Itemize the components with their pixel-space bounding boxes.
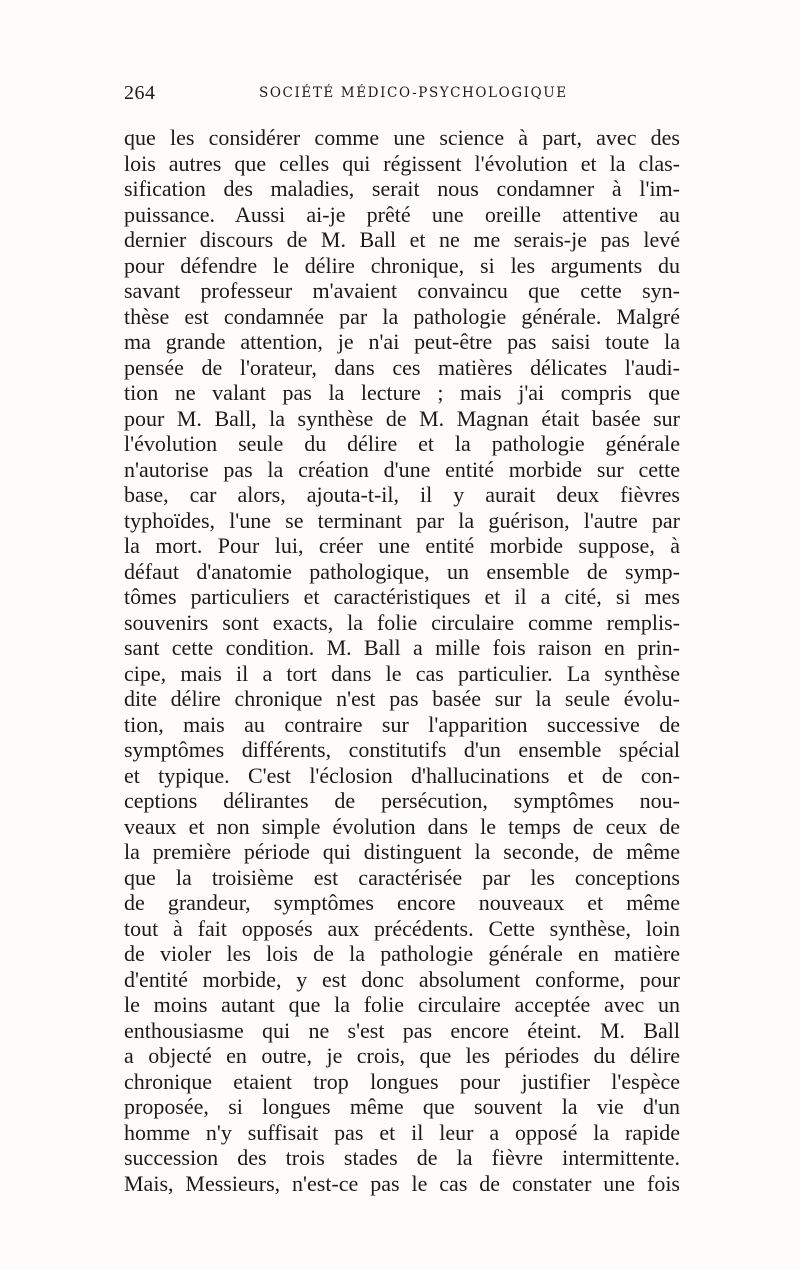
- text-line: de violer les lois de la pathologie générale en matière: [124, 941, 680, 966]
- text-line: symptômes différents, constitutifs d'un ensemble spécial: [124, 737, 680, 762]
- text-line: que les considérer comme une science à part, avec des: [124, 125, 680, 150]
- text-line: proposée, si longues même que souvent la vie d'un: [124, 1094, 680, 1119]
- running-head: [124, 82, 680, 112]
- text-line: que la troisième est caractérisée par les conceptions: [124, 864, 680, 890]
- text-line: savant professeur m'avaient convaincu que cette syn-: [124, 278, 680, 303]
- page-number: 264: [124, 82, 156, 104]
- text-line: n'autorise pas la création d'une entité morbide sur cette: [124, 456, 680, 482]
- text-line: ceptions délirantes de persécution, symptômes nou-: [124, 788, 680, 813]
- text-line: sant cette condition. M. Ball a mille fois raison en prin-: [124, 635, 680, 660]
- body-text: [124, 125, 680, 1196]
- text-line: veaux et non simple évolution dans le temps de ceux de: [124, 813, 680, 839]
- text-line: tion, mais au contraire sur l'apparition successive de: [124, 711, 680, 737]
- text-line: sification des maladies, serait nous condamner à l'im-: [124, 176, 680, 201]
- text-line: dite délire chronique n'est pas basée sur la seule évolu-: [124, 686, 680, 711]
- text-line: dernier discours de M. Ball et ne me serais-je pas levé: [124, 227, 680, 252]
- text-line: homme n'y suffisait pas et il leur a opposé la rapide: [124, 1119, 680, 1145]
- text-line: chronique etaient trop longues pour justifier l'espèce: [124, 1068, 680, 1094]
- text-line: l'évolution seule du délire et la pathologie générale: [124, 431, 680, 456]
- text-line: d'entité morbide, y est donc absolument conforme, pour: [124, 966, 680, 992]
- text-line: a objecté en outre, je crois, que les périodes du délire: [124, 1043, 680, 1068]
- text-line: la première période qui distinguent la seconde, de même: [124, 839, 680, 864]
- text-line: cipe, mais il a tort dans le cas particulier. La synthèse: [124, 660, 680, 686]
- text-line: pour M. Ball, la synthèse de M. Magnan était basée sur: [124, 405, 680, 431]
- text-line: tout à fait opposés aux précédents. Cette synthèse, loin: [124, 915, 680, 941]
- text-line: enthousiasme qui ne s'est pas encore éteint. M. Ball: [124, 1017, 680, 1043]
- text-line: et typique. C'est l'éclosion d'hallucinations et de con-: [124, 762, 680, 788]
- text-line: ma grande attention, je n'ai peut-être pas saisi toute la: [124, 329, 680, 354]
- text-line: le moins autant que la folie circulaire acceptée avec un: [124, 992, 680, 1017]
- text-line: tion ne valant pas la lecture ; mais j'ai compris que: [124, 380, 680, 405]
- text-line: de grandeur, symptômes encore nouveaux et même: [124, 890, 680, 915]
- text-line: succession des trois stades de la fièvre intermittente.: [124, 1145, 680, 1170]
- text-line: défaut d'anatomie pathologique, un ensemble de symp-: [124, 558, 680, 584]
- text-line: souvenirs sont exacts, la folie circulaire comme remplis-: [124, 609, 680, 635]
- text-line: la mort. Pour lui, créer une entité morbide suppose, à: [124, 533, 680, 558]
- text-line: pensée de l'orateur, dans ces matières délicates l'audi-: [124, 354, 680, 380]
- text-line: lois autres que celles qui régissent l'évolution et la clas-: [124, 150, 680, 176]
- text-line: pour défendre le délire chronique, si les arguments du: [124, 252, 680, 278]
- text-line: tômes particuliers et caractéristiques et il a cité, si mes: [124, 584, 680, 609]
- text-line: Mais, Messieurs, n'est-ce pas le cas de constater une fois: [124, 1170, 680, 1196]
- journal-title: SOCIÉTÉ MÉDICO-PSYCHOLOGIQUE: [259, 85, 568, 101]
- text-line: base, car alors, ajouta-t-il, il y aurait deux fièvres: [124, 482, 680, 507]
- text-line: typhoïdes, l'une se terminant par la guérison, l'autre par: [124, 507, 680, 533]
- text-line: puissance. Aussi ai-je prêté une oreille attentive au: [124, 201, 680, 227]
- text-line: thèse est condamnée par la pathologie générale. Malgré: [124, 303, 680, 329]
